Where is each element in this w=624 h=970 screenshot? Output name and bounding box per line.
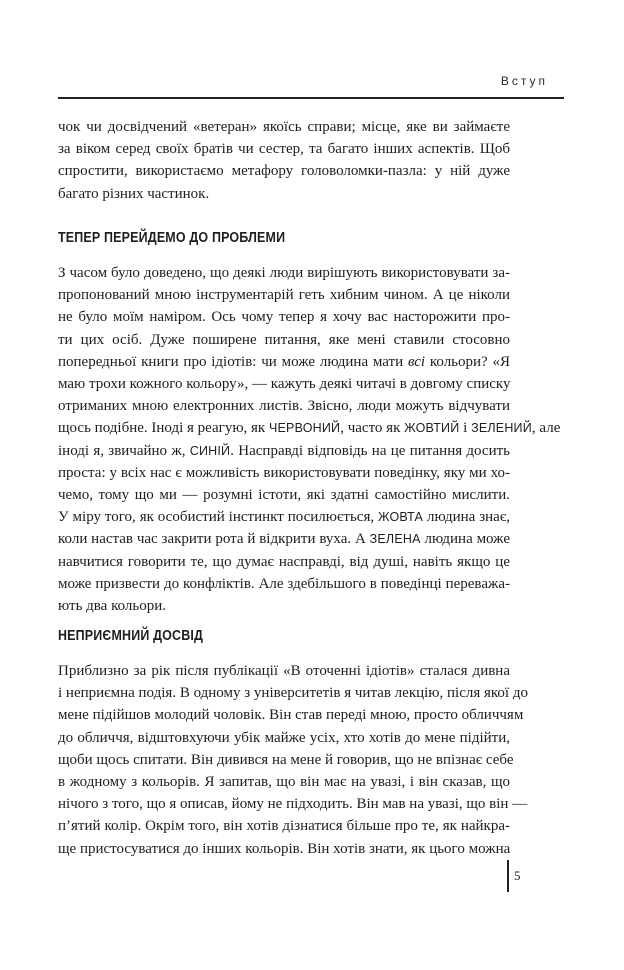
text-line: Приблизно за рік після публікації «В оточенні ідіотів» сталася дивна: [58, 663, 510, 679]
text-segment: людина може: [420, 531, 511, 548]
text-line: ще пристосуватися до інших кольорів. Він хотів знати, як цього можна: [58, 840, 511, 857]
text-line: не було моїм наміром. Ось чому тепер я хочу вас насторожити про-: [58, 309, 510, 326]
text-segment: . Насправді відповідь на це питання досить: [230, 442, 510, 459]
color-term-red: ЧЕРВОНИЙ: [268, 421, 341, 436]
text-line: [58, 440, 510, 462]
color-term-blue: СИНІЙ: [189, 443, 231, 458]
emphasis: всі: [407, 353, 426, 370]
text-line: ти цих осіб. Дуже поширене питання, яке мені ставили стосовно: [58, 331, 510, 348]
color-term-green: ЗЕЛЕНИЙ: [471, 421, 532, 436]
text-segment: попередньої книги про ідіотів: чи може людина мати: [58, 353, 408, 370]
text-line: навчитися говорити те, що думає насправді, від душі, навіть якщо це: [58, 553, 510, 570]
text-line: чемо, тому що ми — розумні істоти, які здатні самостійно мислити.: [58, 487, 510, 504]
text-line: і неприємна подія. В одному з університетів я читав лекцію, після якої до: [58, 685, 528, 702]
text-line: [58, 351, 510, 373]
text-segment: , але: [531, 420, 561, 437]
text-line: ють два кольори.: [58, 598, 167, 615]
folio-rule: [507, 860, 509, 892]
text-line: [58, 417, 561, 439]
color-term-green: ЗЕЛЕНА: [369, 532, 421, 547]
paragraph-continued: [58, 116, 510, 205]
running-head: Вступ: [500, 74, 548, 88]
text-segment: іноді я, звичайно ж,: [58, 442, 190, 459]
paragraph-experience: [58, 660, 528, 860]
paragraph-problem: [58, 262, 561, 617]
text-segment: У міру того, як особистий інстинкт посилюється,: [58, 509, 379, 526]
text-line: до обличчя, відштовхуючи убік майже усіх, хто хотів до мене підійти,: [58, 729, 510, 746]
text-line: отриманих мною електронних листів. Звісно, люди можуть відчувати: [58, 398, 510, 415]
text-line: спростити, використаємо метафору головоломки-пазла: у ній дуже: [58, 163, 510, 180]
text-line: може призвести до конфліктів. Але здебільшого в поведінці переважа-: [58, 575, 510, 592]
color-term-yellow: ЖОВТИЙ: [404, 421, 460, 436]
page-number: 5: [514, 868, 521, 883]
text-line: З часом було доведено, що деякі люди вирішують використовувати за-: [58, 265, 510, 281]
text-line: чок чи досвідчений «ветеран» якоїсь справи; місце, яке ви займаєте: [58, 119, 510, 135]
text-segment: людина знає,: [423, 509, 511, 526]
text-line: п’ятий колір. Окрім того, він хотів дізнатися більше про те, як найкра-: [58, 818, 510, 835]
header-rule: [58, 97, 564, 99]
text-segment: кольори? «Я: [425, 353, 510, 370]
text-line: пропонований мною інструментарій геть хибним чином. А це ніколи: [58, 287, 510, 304]
section-heading: ТЕПЕР ПЕРЕЙДЕМО ДО ПРОБЛЕМИ: [58, 230, 286, 246]
section-heading: НЕПРИЄМНИЙ ДОСВІД: [58, 628, 204, 644]
text-line: щоби щось спитати. Він дивився на мене й говорив, що не впізнає себе: [58, 751, 514, 768]
text-segment: щось подібне. Іноді я реагую, як: [58, 420, 269, 437]
text-line: проста: у всіх нас є можливість використовувати поведінку, яку ми хо-: [58, 464, 510, 481]
text-line: в жодному з кольорів. Я запитав, що він має на увазі, і він сказав, що: [58, 774, 510, 791]
text-line: мене підійшов молодий чоловік. Він став переді мною, просто обличчям: [58, 707, 524, 724]
text-line: багато різних частинок.: [58, 185, 210, 202]
text-segment: і: [459, 420, 472, 437]
color-term-yellow: ЖОВТА: [378, 510, 424, 525]
text-line: за віком серед своїх братів чи сестер, та багато інших аспектів. Щоб: [58, 141, 510, 158]
text-line: нічого з того, що я описав, йому не підходить. Він мав на увазі, що він —: [58, 796, 528, 813]
text-segment: , часто як: [340, 420, 405, 437]
text-line: маю трохи кожного кольору», — кажуть деякі читачі в довгому списку: [58, 376, 511, 393]
text-line: [58, 528, 510, 550]
text-segment: коли настав час закрити рота й відкрити вуха. А: [58, 531, 370, 548]
text-line: [58, 506, 510, 528]
